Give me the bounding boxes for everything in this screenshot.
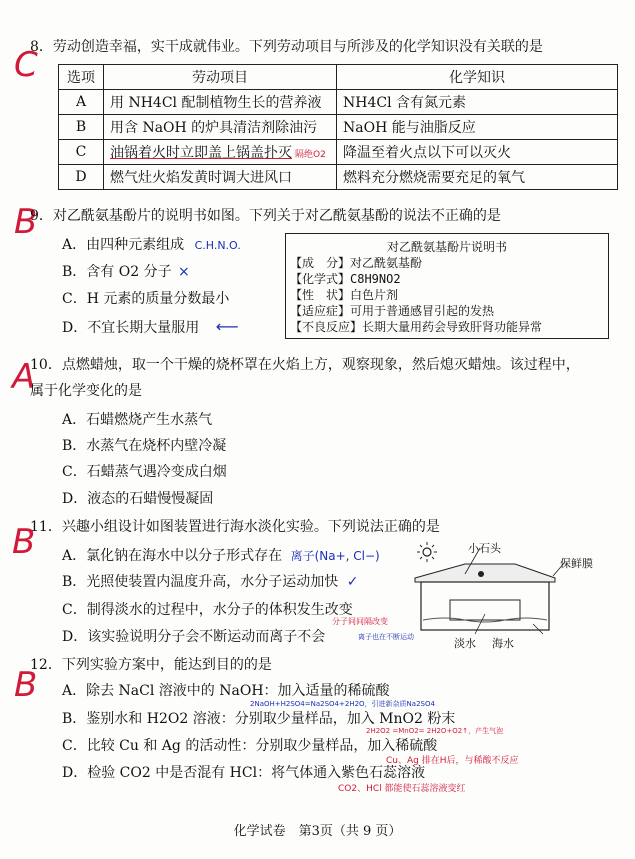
question-10-text-line2: 属于化学变化的是 bbox=[30, 383, 142, 399]
row-item bbox=[104, 140, 337, 165]
answer-mark-q10: A bbox=[12, 357, 36, 397]
handwritten-note: CO2、HCl 都能使石蕊溶液变红 bbox=[338, 784, 466, 794]
label-film: 保鲜膜 bbox=[560, 557, 593, 570]
q9-option-d bbox=[62, 318, 239, 337]
q11-option-d bbox=[62, 628, 325, 646]
q10-option-b: B．水蒸气在烧杯内壁冷凝 bbox=[62, 438, 227, 454]
row-option: C bbox=[59, 140, 104, 165]
inner-cup bbox=[450, 600, 520, 620]
q9-option-a bbox=[62, 236, 241, 255]
box-row: 【成 分】对乙酰氨基酚 bbox=[290, 256, 423, 270]
box-row: 【适应症】可用于普通感冒引起的发热 bbox=[290, 304, 495, 318]
row-option: A bbox=[59, 90, 104, 115]
answer-mark-q12: B bbox=[14, 665, 38, 705]
header-option: 选项 bbox=[59, 65, 104, 90]
option-label: B．含有 O2 分子 bbox=[62, 264, 172, 280]
q9-option-c bbox=[62, 290, 229, 308]
instruction-box bbox=[285, 233, 609, 339]
row-item-text: 油锅着火时立即盖上锅盖扑灭 bbox=[110, 145, 292, 161]
table-row bbox=[59, 115, 618, 140]
answer-mark-q11: B bbox=[12, 522, 36, 562]
label-stone: 小石头 bbox=[468, 542, 501, 555]
q10-option-d: D．液态的石蜡慢慢凝固 bbox=[62, 491, 214, 507]
row-knowledge: 燃料充分燃烧需要充足的氧气 bbox=[337, 165, 618, 190]
row-item: 用含 NaOH 的炉具清洁剂除油污 bbox=[104, 115, 337, 140]
table-header-row bbox=[59, 65, 618, 90]
handwritten-note: 2H2O2 =MnO2= 2H2O+O2↑，产生气泡 bbox=[366, 727, 504, 735]
q9-option-b bbox=[62, 263, 190, 281]
option-label: C．H 元素的质量分数最小 bbox=[62, 291, 230, 307]
table-row bbox=[59, 140, 618, 165]
box-row: 【不良反应】长期大量用药会导致肝肾功能异常 bbox=[290, 320, 543, 334]
handwritten-note: C.H.N.O. bbox=[194, 239, 241, 252]
table-row bbox=[59, 90, 618, 115]
handwritten-note: 离子也在不断运动 bbox=[358, 633, 414, 641]
question-10-text-line1: 10．点燃蜡烛，取一个干燥的烧杯罩在火焰上方，观察现象，然后熄灭蜡烛。该过程中， bbox=[30, 357, 580, 373]
row-option: D bbox=[59, 165, 104, 190]
q8-table bbox=[58, 64, 618, 190]
header-chem-knowledge: 化学知识 bbox=[337, 65, 618, 90]
q12-option-c: C．比较 Cu 和 Ag 的活动性：分别取少量样品，加入稀硫酸 bbox=[62, 738, 438, 754]
box-row: 【性 状】白色片剂 bbox=[290, 288, 399, 302]
q12-option-d: D．检验 CO2 中是否混有 HCl：将气体通入紫色石蕊溶液 bbox=[62, 765, 426, 781]
option-label: B．光照使装置内温度升高，水分子运动加快 bbox=[62, 574, 339, 590]
question-8-text: 8．劳动创造幸福，实干成就伟业。下列劳动项目与所涉及的化学知识没有关联的是 bbox=[30, 39, 543, 55]
row-item: 燃气灶火焰发黄时调大进风口 bbox=[104, 165, 337, 190]
row-knowledge: 降温至着火点以下可以灭火 bbox=[337, 140, 618, 165]
outer-container bbox=[421, 582, 549, 630]
option-label: C．制得淡水的过程中，水分子的体积发生改变 bbox=[62, 602, 353, 618]
box-title: 对乙酰氨基酚片说明书 bbox=[386, 240, 507, 254]
answer-mark-q8: C bbox=[14, 45, 38, 85]
header-labor-item: 劳动项目 bbox=[104, 65, 337, 90]
row-option: B bbox=[59, 115, 104, 140]
q11-option-a bbox=[62, 547, 380, 565]
handwritten-note: 分子间间隔改变 bbox=[332, 617, 388, 626]
row-item: 用 NH4Cl 配制植物生长的营养液 bbox=[104, 90, 337, 115]
plastic-film bbox=[415, 564, 555, 582]
label-fresh-water: 淡水 bbox=[454, 637, 476, 650]
question-12-text: 12．下列实验方案中，能达到目的的是 bbox=[30, 657, 272, 673]
q12-option-b: B．鉴别水和 H2O2 溶液：分别取少量样品，加入 MnO2 粉末 bbox=[62, 711, 456, 727]
handwritten-note: × bbox=[178, 264, 190, 280]
handwritten-note: Cu、Ag 排在H后，与稀酸不反应 bbox=[386, 756, 519, 766]
handwritten-note: 隔绝O2 bbox=[295, 150, 326, 160]
q10-option-c: C．石蜡蒸气遇冷变成白烟 bbox=[62, 464, 227, 480]
sun-icon bbox=[417, 542, 437, 562]
q11-option-b bbox=[62, 573, 358, 591]
box-row: 【化学式】C8H9NO2 bbox=[290, 272, 401, 286]
handwritten-note: 2NaOH+H2SO4=Na2SO4+2H2O，引进新杂质Na2SO4 bbox=[250, 700, 435, 708]
row-knowledge: NH4Cl 含有氮元素 bbox=[337, 90, 618, 115]
row-knowledge: NaOH 能与油脂反应 bbox=[337, 115, 618, 140]
question-11-text: 11．兴趣小组设计如图装置进行海水淡化实验。下列说法正确的是 bbox=[30, 519, 440, 535]
check-mark: ✓ bbox=[346, 574, 359, 590]
option-label: A．由四种元素组成 bbox=[62, 237, 185, 253]
page-footer: 化学试卷 第3页（共 9 页） bbox=[233, 824, 402, 839]
q12-option-a: A．除去 NaCl 溶液中的 NaOH：加入适量的稀硫酸 bbox=[62, 683, 390, 699]
handwritten-note: 离子(Na+, Cl−) bbox=[290, 549, 380, 563]
option-label: D．该实验说明分子会不断运动而离子不会 bbox=[62, 629, 326, 645]
q11-option-c bbox=[62, 601, 353, 619]
option-label: A．氯化钠在海水中以分子形式存在 bbox=[62, 548, 283, 564]
answer-mark-q9: B bbox=[14, 202, 38, 242]
stone-mark bbox=[478, 571, 484, 577]
table-row bbox=[59, 165, 618, 190]
option-label: D．不宜长期大量服用 bbox=[62, 320, 200, 336]
arrow-annotation: ⟵ bbox=[215, 317, 239, 336]
label-seawater: 海水 bbox=[492, 637, 514, 650]
q10-option-a: A．石蜡燃烧产生水蒸气 bbox=[62, 412, 213, 428]
question-9-text: 9．对乙酰氨基酚片的说明书如图。下列关于对乙酰氨基酚的说法不正确的是 bbox=[30, 208, 501, 224]
